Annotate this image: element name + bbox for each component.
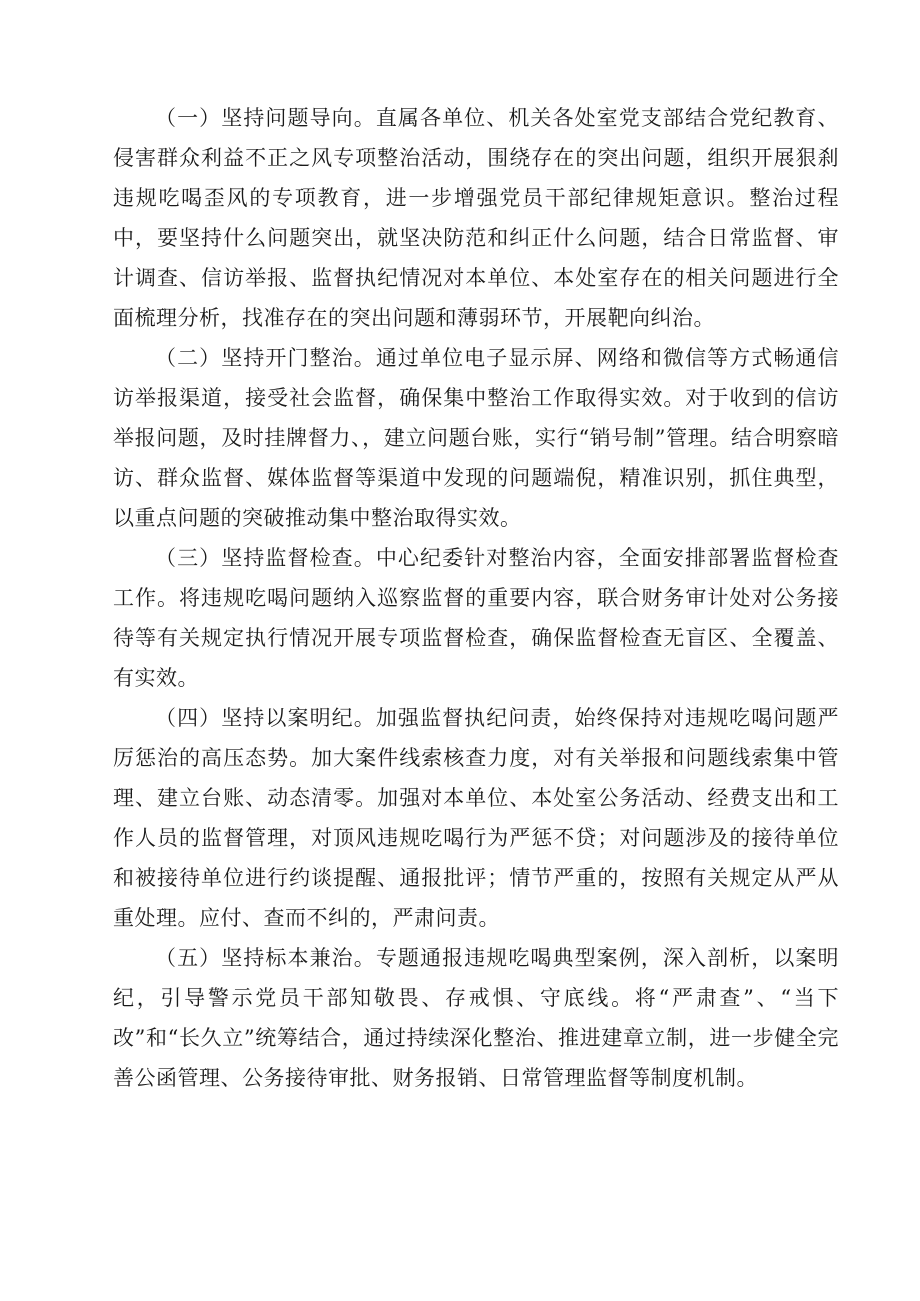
document-body [113, 98, 839, 1098]
paragraph-case-discipline: （四）坚持以案明纪。加强监督执纪问责，始终保持对违规吃喝问题严厉惩治的高压态势。加大案件线索核查力度，对有关举报和问题线索集中管理、建立台账、动态清零。加强对本单位、本处室公务活动、经费支出和工作人员的监督管理，对顶风违规吃喝行为严惩不贷；对问题涉及的接待单位和被接待单位进行约谈提醒、通报批评；情节严重的，按照有关规定从严从重处理。应付、查而不纠的，严肃问责。 [113, 706, 839, 930]
paragraph-problem-oriented: （一）坚持问题导向。直属各单位、机关各处室党支部结合党纪教育、侵害群众利益不正之风专项整治活动，围绕存在的突出问题，组织开展狠刹违规吃喝歪风的专项教育，进一步增强党员干部纪律规矩意识。整治过程中，要坚持什么问题突出，就坚决防范和纠正什么问题，结合日常监督、审计调查、信访举报、监督执纪情况对本单位、本处室存在的相关问题进行全面梳理分析，找准存在的突出问题和薄弱环节，开展靶向纠治。 [113, 106, 839, 330]
paragraph-supervision-inspection: （三）坚持监督检查。中心纪委针对整治内容，全面安排部署监督检查工作。将违规吃喝问题纳入巡察监督的重要内容，联合财务审计处对公务接待等有关规定执行情况开展专项监督检查，确保监督检查无盲区、全覆盖、有实效。 [113, 546, 839, 690]
paragraph-root-cause: （五）坚持标本兼治。专题通报违规吃喝典型案例，深入剖析，以案明纪，引导警示党员干部知敬畏、存戒惧、守底线。将“严肃查”、“当下改”和“长久立”统筹结合，通过持续深化整治、推进建章立制，进一步健全完善公函管理、公务接待审批、财务报销、日常管理监督等制度机制。 [113, 946, 839, 1090]
paragraph-open-rectification: （二）坚持开门整治。通过单位电子显示屏、网络和微信等方式畅通信访举报渠道，接受社会监督，确保集中整治工作取得实效。对于收到的信访举报问题，及时挂牌督力、，建立问题台账，实行“销号制”管理。结合明察暗访、群众监督、媒体监督等渠道中发现的问题端倪，精准识别，抓住典型，以重点问题的突破推动集中整治取得实效。 [113, 346, 839, 530]
